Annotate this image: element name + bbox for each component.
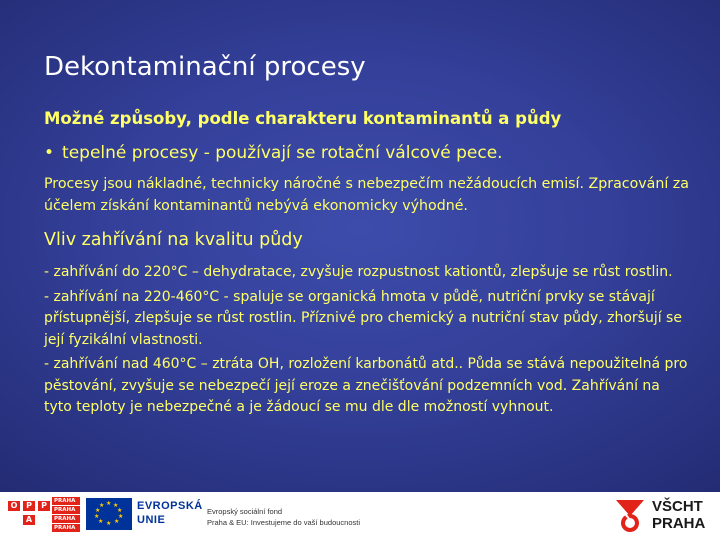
section-heading: Vliv zahřívání na kvalitu půdy	[44, 230, 303, 250]
list-item: - zahřívání na 220-460°C - spaluje se organická hmota v půdě, nutriční prvky se stávají přístupnější, zlepšuje se růst rostlin. Příznivé pro chemický a nutriční stav půdy, zhoršují se její fyzikální vlastnosti.	[44, 288, 682, 348]
bullet-item	[44, 143, 503, 163]
vscht-label-line: VŠCHT	[652, 498, 703, 515]
praha-logo	[52, 497, 80, 531]
opp-letter: P	[23, 501, 35, 511]
praha-row: PRAHA	[52, 506, 80, 514]
esf-label-line: Evropský sociální fond	[207, 507, 283, 516]
paragraph-costs: Procesy jsou nákladné, technicky náročné s nebezpečím nežádoucích emisí. Zpracování za účelem získání kontaminantů nebývá ekonomicky výhodné.	[44, 176, 689, 214]
bullet-text: tepelné procesy - používají se rotační válcové pece.	[62, 143, 503, 163]
eu-label	[137, 499, 203, 527]
eu-label-line: EVROPSKÁ	[137, 500, 203, 512]
opp-letter: P	[38, 501, 50, 511]
heating-effects-list	[44, 262, 692, 422]
opp-logo	[8, 497, 52, 531]
praha-row: PRAHA	[52, 524, 80, 532]
eu-flag-icon: ★ ★ ★ ★ ★ ★ ★ ★ ★ ★	[86, 498, 132, 530]
slide-title: Dekontaminační procesy	[44, 52, 366, 82]
list-item: - zahřívání do 220°C – dehydratace, zvyšuje rozpustnost kationtů, zlepšuje se růst rostlin.	[44, 264, 673, 280]
praha-row: PRAHA	[52, 497, 80, 505]
vscht-label-line: PRAHA	[652, 515, 706, 532]
eu-label-line: UNIE	[137, 514, 166, 526]
vscht-logo-icon	[612, 496, 648, 534]
list-item: - zahřívání nad 460°C – ztráta OH, rozložení karbonátů atd.. Půda se stává nepoužitelná pro pěstování, zvyšuje se nebezpečí její eroze a znečišťování podzemních vod. Zahřívání na tyto teploty je nebezpečné a je žádoucí se mu dle dle možností vyhnout.	[44, 356, 688, 415]
esf-label-line: Praha & EU: Investujeme do vaší budoucnosti	[207, 518, 361, 527]
slide-subtitle: Možné způsoby, podle charakteru kontaminantů a půdy	[44, 109, 562, 128]
opp-letter: A	[23, 515, 35, 525]
footer-logos	[0, 492, 720, 540]
praha-row: PRAHA	[52, 515, 80, 523]
bullet-symbol: •	[44, 143, 55, 163]
vscht-label	[652, 498, 705, 532]
esf-label	[207, 506, 360, 528]
opp-letter: O	[8, 501, 20, 511]
